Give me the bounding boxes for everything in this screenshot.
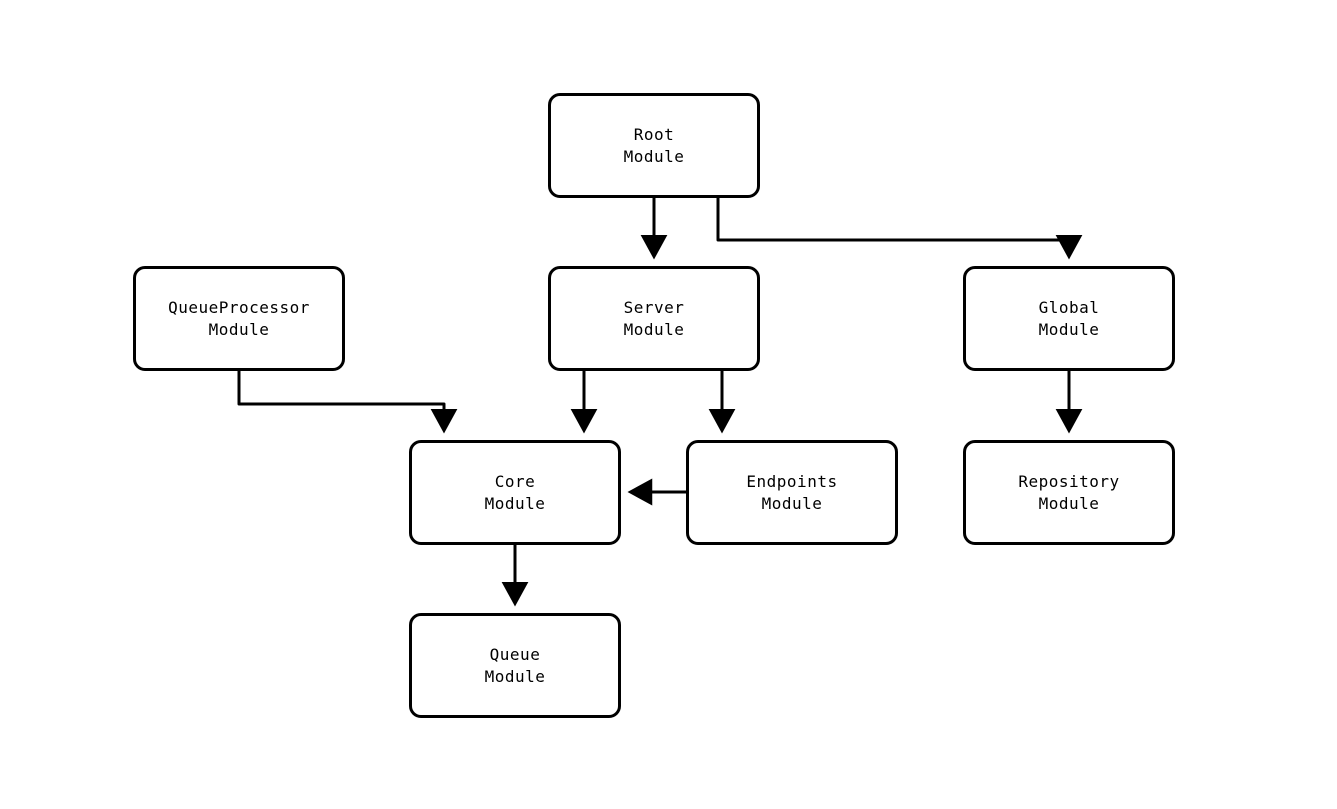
node-root-module-line1: Root — [633, 124, 675, 144]
edge-root-to-global — [718, 198, 1069, 255]
node-endpoints-module-line2: Module — [761, 493, 823, 513]
node-server-module[interactable] — [548, 266, 760, 371]
edge-queueprocessor-to-core — [239, 371, 444, 429]
node-root-module[interactable] — [548, 93, 760, 198]
node-root-module-line2: Module — [623, 146, 685, 166]
node-repository-module[interactable] — [963, 440, 1175, 545]
node-repository-module-line1: Repository — [1018, 471, 1120, 491]
node-queueprocessor-module-line1: QueueProcessor — [168, 297, 310, 317]
node-global-module-line1: Global — [1038, 297, 1100, 317]
node-core-module[interactable] — [409, 440, 621, 545]
node-server-module-line1: Server — [623, 297, 685, 317]
node-endpoints-module-line1: Endpoints — [746, 471, 838, 491]
node-server-module-line2: Module — [623, 319, 685, 339]
node-queueprocessor-module-line2: Module — [208, 319, 270, 339]
node-queue-module-line2: Module — [484, 666, 546, 686]
node-endpoints-module[interactable] — [686, 440, 898, 545]
node-queue-module-line1: Queue — [489, 644, 541, 664]
node-queue-module[interactable] — [409, 613, 621, 718]
node-global-module-line2: Module — [1038, 319, 1100, 339]
node-core-module-line2: Module — [484, 493, 546, 513]
node-core-module-line1: Core — [494, 471, 536, 491]
node-global-module[interactable] — [963, 266, 1175, 371]
node-repository-module-line2: Module — [1038, 493, 1100, 513]
node-queueprocessor-module[interactable] — [133, 266, 345, 371]
